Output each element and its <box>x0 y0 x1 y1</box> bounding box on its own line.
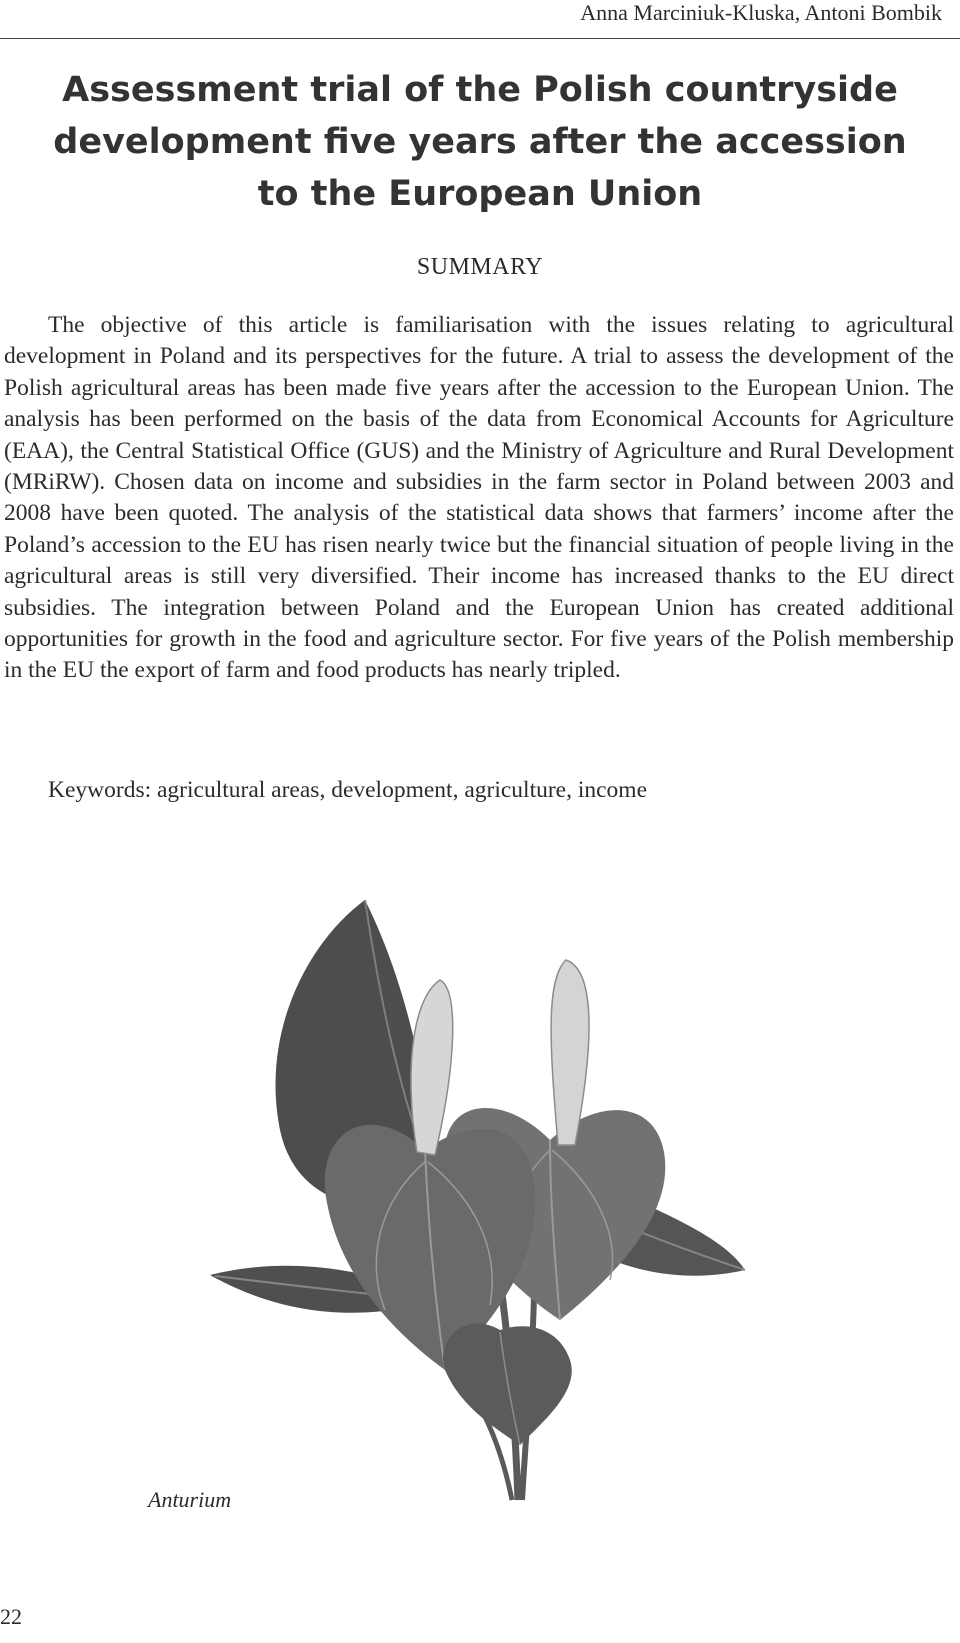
article-title <box>0 64 960 220</box>
summary-paragraph: The objective of this article is familiarisation with the issues relating to agricultural development in Poland and its perspectives for the future. A trial to assess the development of the Polish agricultural areas has been made five years after the accession to the European Union. The analysis has been performed on the basis of the data from Economical Accounts for Agriculture (EAA), the Central Statistical Office (GUS) and the Ministry of Agriculture and Rural Development (MRiRW). Chosen data on income and subsidies in the farm sector in Poland between 2003 and 2008 have been quoted. The analysis of the statistical data shows that farmers’ income after the Poland’s accession to the EU has risen nearly twice but the financial situation of people living in the agricultural areas is still very diversified. Their income has increased thanks to the EU direct subsidies. The integration between Poland and the European Union has created additional opportunities for growth in the food and agriculture sector. For five years of the Polish membership in the EU the export of farm and food products has nearly tripled. <box>4 312 954 684</box>
article-title-line-3: to the European Union <box>257 174 703 214</box>
header-divider <box>0 38 960 39</box>
figure-caption: Anturium <box>148 1487 232 1512</box>
article-title-line-1: Assessment trial of the Polish countryside <box>62 70 898 110</box>
spadix-right <box>551 960 589 1145</box>
running-header-authors: Anna Marciniuk-Kluska, Antoni Bombik <box>580 0 942 25</box>
summary-heading: SUMMARY <box>416 254 544 280</box>
anthurium-illustration <box>200 900 760 1520</box>
spadix-left <box>411 980 453 1155</box>
article-title-line-2: development five years after the accession <box>53 122 907 162</box>
page-number: 22 <box>0 1604 22 1629</box>
keywords-line: Keywords: agricultural areas, development, agriculture, income <box>48 777 648 803</box>
